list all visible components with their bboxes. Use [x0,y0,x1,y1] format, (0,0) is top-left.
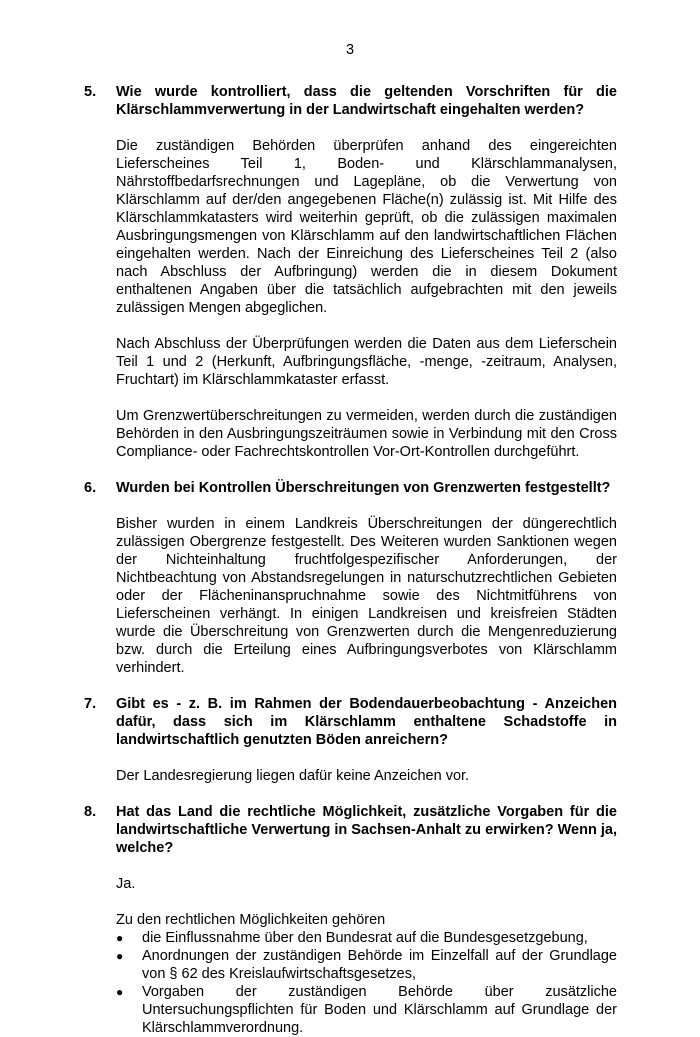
question-number: 7. [84,696,97,712]
question-7 [84,695,617,749]
question-text: Wurden bei Kontrollen Überschreitungen von Grenzwerten festgestellt? [116,480,611,496]
question-text: Hat das Land die rechtliche Möglichkeit, zusätzliche Vorgaben für die landwirtschaftliche Verwertung in Sachsen-Anhalt zu erwirken? Wenn ja, welche? [116,804,617,856]
question-text: Gibt es - z. B. im Rahmen der Bodendauerbeobachtung - Anzeichen dafür, dass sich im Klärschlamm enthaltene Schadstoffe in landwirtschaftlich genutzten Böden anreichern? [116,696,617,748]
answer-paragraph: Der Landesregierung liegen dafür keine Anzeichen vor. [116,768,470,784]
list-item-text: Vorgaben der zuständigen Behörde über zusätzliche Untersuchungspflichten für Boden und Klärschlamm auf Grundlage der Klärschlammverordnung. [142,984,617,1036]
answer-paragraph: Nach Abschluss der Überprüfungen werden die Daten aus dem Lieferschein Teil 1 und 2 (Herkunft, Aufbringungsfläche, -menge, -zeitraum, Analysen, Fruchtart) im Klärschlammkataster erfasst. [116,336,617,388]
page-number: 3 [345,42,355,58]
document-body [84,83,617,1037]
bullet-list [116,929,617,1037]
list-item-text: Anordnungen der zuständigen Behörde im Einzelfall auf der Grundlage von § 62 des Kreislaufwirtschaftsgesetzes, [142,948,617,982]
question-text: Wie wurde kontrolliert, dass die geltenden Vorschriften für die Klärschlammverwertung in der Landwirtschaft eingehalten werden? [116,84,617,118]
answer-paragraph: Die zuständigen Behörden überprüfen anhand des eingereichten Lieferscheines Teil 1, Boden- und Klärschlammanalysen, Nährstoffbedarfsrechnungen und Lagepläne, ob die Verwertung von Klärschlamm auf der/den angegebenen Fläche(n) zulässig ist. Mit Hilfe des Klärschlammkatasters wird weiterhin geprüft, ob die zulässigen maximalen Ausbringungsmengen von Klärschlamm auf den landwirtschaftlichen Flächen eingehalten werden. Nach der Einreichung des Lieferscheines Teil 2 (also nach Abschluss der Aufbringung) werden die in diesem Dokument enthaltenen Angaben über die tatsächlich aufgebrachten mit den jeweils zulässigen Mengen abgeglichen. [116,138,617,316]
question-number: 6. [84,480,97,496]
bullet-icon: ● [116,985,124,999]
answer-paragraph: Bisher wurden in einem Landkreis Überschreitungen der düngerechtlich zulässigen Obergrenze festgestellt. Des Weiteren wurden Sanktionen wegen der Nichteinhaltung fruchtfolgespezifischer Anforderungen, der Nichtbeachtung von Abstandsregelungen in naturschutzrechtlichen Gebieten oder der Flächeninanspruchnahme sowie des Nichtmitführens von Lieferscheinen verhängt. In einigen Landkreisen und kreisfreien Städten wurde die Überschreitung von Grenzwerten durch die Mengenreduzierung bzw. durch die Erteilung eines Aufbringungsverbotes von Klärschlamm verhindert. [116,516,617,676]
list-item-text: die Einflussnahme über den Bundesrat auf die Bundesgesetzgebung, [142,930,588,946]
question-number: 8. [84,804,97,820]
list-item [116,947,617,983]
list-item [116,983,617,1037]
question-6 [84,479,617,497]
bullet-icon: ● [116,931,124,945]
answer-paragraph: Zu den rechtlichen Möglichkeiten gehören [116,912,386,928]
answer-paragraph: Ja. [116,876,136,892]
bullet-icon: ● [116,949,124,963]
list-item [116,929,617,947]
question-number: 5. [84,84,97,100]
answer-paragraph: Um Grenzwertüberschreitungen zu vermeiden, werden durch die zuständigen Behörden in den Ausbringungszeiträumen sowie in Verbindung mit den Cross Compliance- oder Fachrechtskontrollen Vor-Ort-Kontrollen durchgeführt. [116,408,617,460]
question-5 [84,83,617,119]
question-8 [84,803,617,857]
